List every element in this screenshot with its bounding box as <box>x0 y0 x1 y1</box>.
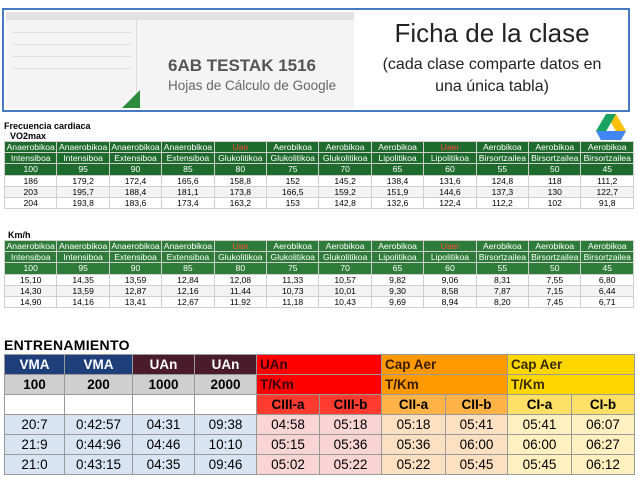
table-cell: 204 <box>5 197 57 208</box>
zone-header-cell: Aerobikoa <box>581 241 634 252</box>
sheet-thumbnail <box>6 12 354 108</box>
table-cell: 118 <box>529 175 581 186</box>
training-cell: 05:36 <box>382 435 446 455</box>
type-header-cell: Birsortzailea <box>581 252 634 263</box>
type-header-cell: Glukolitikoa <box>319 153 371 164</box>
training-cell: 05:22 <box>382 455 446 475</box>
table-cell: 130 <box>529 186 581 197</box>
table-cell: 179,2 <box>57 175 109 186</box>
type-header-cell: Intensiboa <box>5 252 57 263</box>
percent-cell: 70 <box>319 263 371 274</box>
distance-cell: 2000 <box>195 375 257 395</box>
table-cell: 9,06 <box>424 274 476 285</box>
training-row <box>5 435 635 455</box>
table-cell: 122,7 <box>581 186 634 197</box>
table-cell: 14,16 <box>57 296 109 307</box>
type-header-cell: Intensiboa <box>5 153 57 164</box>
type-header-cell: Intensiboa <box>57 252 109 263</box>
table-cell: 6,80 <box>581 274 634 285</box>
col-head-cap-aer: Cap Aer <box>508 355 635 375</box>
zone-header-cell: Uaer <box>424 142 476 153</box>
zone-header-cell: Aerobikoa <box>267 241 319 252</box>
zone-header-cell: Anaerobikoa <box>162 241 214 252</box>
type-header-cell: Glukolitikoa <box>267 153 319 164</box>
percent-cell: 65 <box>371 263 423 274</box>
blank-cell <box>195 395 257 415</box>
type-header-cell: Lipolitikoa <box>424 153 476 164</box>
percent-cell: 85 <box>162 164 214 175</box>
heart-rate-label: Frecuencia cardiaca <box>4 121 91 131</box>
table-cell: 14,30 <box>5 285 57 296</box>
table-cell: 91,8 <box>581 197 634 208</box>
training-cell: 05:41 <box>446 415 508 435</box>
table-cell: 7,55 <box>529 274 581 285</box>
subhead-cell: CI-a <box>508 395 572 415</box>
training-cell: 06:27 <box>572 435 635 455</box>
table-cell: 165,6 <box>162 175 214 186</box>
zone-header-cell: Anaerobikoa <box>162 142 214 153</box>
thumbnail-line <box>12 32 132 33</box>
table-row <box>5 197 634 208</box>
zone-header-cell: Anaerobikoa <box>5 241 57 252</box>
subhead-cell: CI-b <box>572 395 635 415</box>
blank-cell <box>65 395 133 415</box>
zone-header-cell: Anaerobikoa <box>57 142 109 153</box>
table-cell: 173,4 <box>162 197 214 208</box>
thumbnail-toolbar-strip <box>6 12 354 20</box>
training-cell: 05:45 <box>446 455 508 475</box>
table-cell: 15,10 <box>5 274 57 285</box>
table-cell: 163,2 <box>214 197 266 208</box>
table-row <box>5 175 634 186</box>
table-cell: 7,15 <box>529 285 581 296</box>
type-header-row <box>5 153 634 164</box>
percent-cell: 55 <box>476 164 528 175</box>
type-header-cell: Glukolitikoa <box>214 153 266 164</box>
table-cell: 10,73 <box>267 285 319 296</box>
table-cell: 14,90 <box>5 296 57 307</box>
percent-cell: 95 <box>57 164 109 175</box>
subhead-cell: CII-b <box>446 395 508 415</box>
thumbnail-line <box>12 68 132 69</box>
percent-cell: 90 <box>109 263 161 274</box>
training-cell: 0:42:57 <box>65 415 133 435</box>
training-row <box>5 455 635 475</box>
blank-cell <box>133 395 195 415</box>
vo2max-label: VO2max <box>10 131 47 141</box>
zone-header-cell: Aerobikoa <box>371 241 423 252</box>
percent-cell: 100 <box>5 263 57 274</box>
subtitle-line-1: (cada clase comparte datos en <box>382 56 602 73</box>
table-cell: 166,5 <box>267 186 319 197</box>
percent-cell: 75 <box>267 164 319 175</box>
table-cell: 13,59 <box>109 274 161 285</box>
tkm-label: T/Km <box>257 375 382 395</box>
distance-cell: 100 <box>5 375 65 395</box>
table-cell: 131,6 <box>424 175 476 186</box>
zone-header-cell: Uaer <box>424 241 476 252</box>
zone-header-row <box>5 241 634 252</box>
percent-cell: 55 <box>476 263 528 274</box>
thumbnail-line <box>12 56 132 57</box>
table-cell: 183,6 <box>109 197 161 208</box>
training-cell: 04:31 <box>133 415 195 435</box>
training-cell: 04:46 <box>133 435 195 455</box>
type-header-cell: Extensiboa <box>109 252 161 263</box>
training-cell: 05:15 <box>257 435 320 455</box>
table-cell: 9,69 <box>371 296 423 307</box>
table-cell: 152 <box>267 175 319 186</box>
table-cell: 9,82 <box>371 274 423 285</box>
percent-cell: 100 <box>5 164 57 175</box>
training-cell: 09:46 <box>195 455 257 475</box>
training-cell: 05:45 <box>508 455 572 475</box>
table-cell: 153 <box>267 197 319 208</box>
table-cell: 8,31 <box>476 274 528 285</box>
type-header-cell: Glukolitikoa <box>319 252 371 263</box>
col-head-cap-aer: Cap Aer <box>382 355 508 375</box>
percent-cell: 65 <box>371 164 423 175</box>
table-cell: 10,43 <box>319 296 371 307</box>
training-row <box>5 415 635 435</box>
type-header-row <box>5 252 634 263</box>
training-cell: 06:00 <box>446 435 508 455</box>
training-cell: 20:7 <box>5 415 65 435</box>
table-row <box>5 274 634 285</box>
table-cell: 9,30 <box>371 285 423 296</box>
type-header-cell: Lipolitikoa <box>371 153 423 164</box>
training-cell: 21:9 <box>5 435 65 455</box>
table-cell: 124,8 <box>476 175 528 186</box>
table-cell: 10,57 <box>319 274 371 285</box>
tkm-label: T/Km <box>508 375 635 395</box>
zone-header-cell: Uan <box>214 241 266 252</box>
heart-rate-table <box>4 141 634 209</box>
training-cell: 05:18 <box>320 415 382 435</box>
table-cell: 8,58 <box>424 285 476 296</box>
percent-cell: 80 <box>214 263 266 274</box>
subhead-cell: CIII-a <box>257 395 320 415</box>
distance-cell: 200 <box>65 375 133 395</box>
table-cell: 203 <box>5 186 57 197</box>
training-distance-row <box>5 375 635 395</box>
table-cell: 6,71 <box>581 296 634 307</box>
training-cell: 05:41 <box>508 415 572 435</box>
training-cell: 05:22 <box>320 455 382 475</box>
training-cell: 04:58 <box>257 415 320 435</box>
table-cell: 13,41 <box>109 296 161 307</box>
table-cell: 144,6 <box>424 186 476 197</box>
table-row <box>5 186 634 197</box>
training-cell: 05:36 <box>320 435 382 455</box>
table-cell: 193,8 <box>57 197 109 208</box>
table-cell: 158,8 <box>214 175 266 186</box>
table-cell: 132,6 <box>371 197 423 208</box>
sheet-name: 6AB TESTAK 1516 <box>168 56 317 75</box>
table-cell: 172,4 <box>109 175 161 186</box>
percent-cell: 60 <box>424 263 476 274</box>
page-subtitle <box>360 54 624 98</box>
table-cell: 173,8 <box>214 186 266 197</box>
percent-cell: 90 <box>109 164 161 175</box>
training-cell: 05:18 <box>382 415 446 435</box>
zone-header-cell: Uan <box>214 142 266 153</box>
type-header-cell: Birsortzailea <box>529 252 581 263</box>
percent-cell: 85 <box>162 263 214 274</box>
type-header-cell: Glukolitikoa <box>267 252 319 263</box>
training-cell: 10:10 <box>195 435 257 455</box>
table-cell: 188,4 <box>109 186 161 197</box>
table-cell: 111,2 <box>581 175 634 186</box>
col-head-vma: VMA <box>5 355 65 375</box>
type-header-cell: Intensiboa <box>57 153 109 164</box>
percent-cell: 50 <box>529 164 581 175</box>
zone-header-cell: Anaerobikoa <box>109 142 161 153</box>
table-cell: 14,35 <box>57 274 109 285</box>
type-header-cell: Birsortzailea <box>476 153 528 164</box>
table-cell: 122,4 <box>424 197 476 208</box>
subhead-cell: CII-a <box>382 395 446 415</box>
table-cell: 11,18 <box>267 296 319 307</box>
percent-cell: 75 <box>267 263 319 274</box>
table-cell: 11,33 <box>267 274 319 285</box>
col-head-uan-tkm: UAn <box>257 355 382 375</box>
distance-cell: 1000 <box>133 375 195 395</box>
training-cell: 0:43:15 <box>65 455 133 475</box>
zone-header-cell: Aerobikoa <box>319 142 371 153</box>
table-cell: 6,44 <box>581 285 634 296</box>
sheet-app-name: Hojas de Cálculo de Google <box>168 78 337 93</box>
training-cell: 05:02 <box>257 455 320 475</box>
subhead-cell: CIII-b <box>320 395 382 415</box>
zone-header-cell: Anaerobikoa <box>109 241 161 252</box>
table-cell: 159,2 <box>319 186 371 197</box>
percent-cell: 80 <box>214 164 266 175</box>
table-cell: 8,20 <box>476 296 528 307</box>
thumbnail-line <box>12 44 132 45</box>
percent-cell: 45 <box>581 164 634 175</box>
table-cell: 12,87 <box>109 285 161 296</box>
type-header-cell: Lipolitikoa <box>371 252 423 263</box>
training-cell: 06:07 <box>572 415 635 435</box>
type-header-cell: Extensiboa <box>109 153 161 164</box>
training-cell: 06:12 <box>572 455 635 475</box>
speed-unit-label: Km/h <box>8 230 31 240</box>
percent-cell: 60 <box>424 164 476 175</box>
type-header-cell: Birsortzailea <box>476 252 528 263</box>
google-drive-icon <box>596 114 626 140</box>
col-head-vma: VMA <box>65 355 133 375</box>
type-header-cell: Birsortzailea <box>581 153 634 164</box>
table-cell: 8,94 <box>424 296 476 307</box>
zone-header-cell: Aerobikoa <box>529 142 581 153</box>
tkm-label: T/Km <box>382 375 508 395</box>
table-cell: 181,1 <box>162 186 214 197</box>
table-cell: 112,2 <box>476 197 528 208</box>
speed-table <box>4 240 634 308</box>
table-cell: 186 <box>5 175 57 186</box>
table-cell: 195,7 <box>57 186 109 197</box>
table-cell: 12,67 <box>162 296 214 307</box>
training-subheader-row <box>5 395 635 415</box>
table-cell: 10,01 <box>319 285 371 296</box>
training-title: ENTRENAMIENTO <box>4 337 130 353</box>
zone-header-row <box>5 142 634 153</box>
training-cell: 21:0 <box>5 455 65 475</box>
zone-header-cell: Aerobikoa <box>476 241 528 252</box>
zone-header-cell: Aerobikoa <box>529 241 581 252</box>
type-header-cell: Extensiboa <box>162 252 214 263</box>
zone-header-cell: Anaerobikoa <box>5 142 57 153</box>
percent-cell: 70 <box>319 164 371 175</box>
type-header-cell: Extensiboa <box>162 153 214 164</box>
table-cell: 138,4 <box>371 175 423 186</box>
training-table <box>4 354 635 475</box>
table-cell: 151,9 <box>371 186 423 197</box>
percent-cell: 50 <box>529 263 581 274</box>
col-head-uan: UAn <box>195 355 257 375</box>
table-cell: 145,2 <box>319 175 371 186</box>
zone-header-cell: Aerobikoa <box>581 142 634 153</box>
percent-row <box>5 263 634 274</box>
table-cell: 137,3 <box>476 186 528 197</box>
table-row <box>5 296 634 307</box>
training-cell: 06:00 <box>508 435 572 455</box>
blank-cell <box>5 395 65 415</box>
type-header-cell: Glukolitikoa <box>214 252 266 263</box>
zone-header-cell: Aerobikoa <box>371 142 423 153</box>
type-header-cell: Lipolitikoa <box>424 252 476 263</box>
col-head-uan: UAn <box>133 355 195 375</box>
table-cell: 11,92 <box>214 296 266 307</box>
subtitle-line-2: una única tabla) <box>435 78 549 95</box>
training-header-row <box>5 355 635 375</box>
table-cell: 12,84 <box>162 274 214 285</box>
zone-header-cell: Aerobikoa <box>476 142 528 153</box>
table-row <box>5 285 634 296</box>
table-cell: 13,59 <box>57 285 109 296</box>
table-cell: 11,44 <box>214 285 266 296</box>
page-title: Ficha de la clase <box>394 18 590 48</box>
table-cell: 142,8 <box>319 197 371 208</box>
zone-header-cell: Aerobikoa <box>267 142 319 153</box>
zone-header-cell: Anaerobikoa <box>57 241 109 252</box>
sheets-corner-icon <box>118 90 140 108</box>
percent-cell: 95 <box>57 263 109 274</box>
percent-row <box>5 164 634 175</box>
table-cell: 12,16 <box>162 285 214 296</box>
table-cell: 7,45 <box>529 296 581 307</box>
training-cell: 0:44:96 <box>65 435 133 455</box>
percent-cell: 45 <box>581 263 634 274</box>
type-header-cell: Birsortzailea <box>529 153 581 164</box>
table-cell: 12,08 <box>214 274 266 285</box>
zone-header-cell: Aerobikoa <box>319 241 371 252</box>
training-cell: 09:38 <box>195 415 257 435</box>
training-cell: 04:35 <box>133 455 195 475</box>
table-cell: 7,87 <box>476 285 528 296</box>
table-cell: 102 <box>529 197 581 208</box>
